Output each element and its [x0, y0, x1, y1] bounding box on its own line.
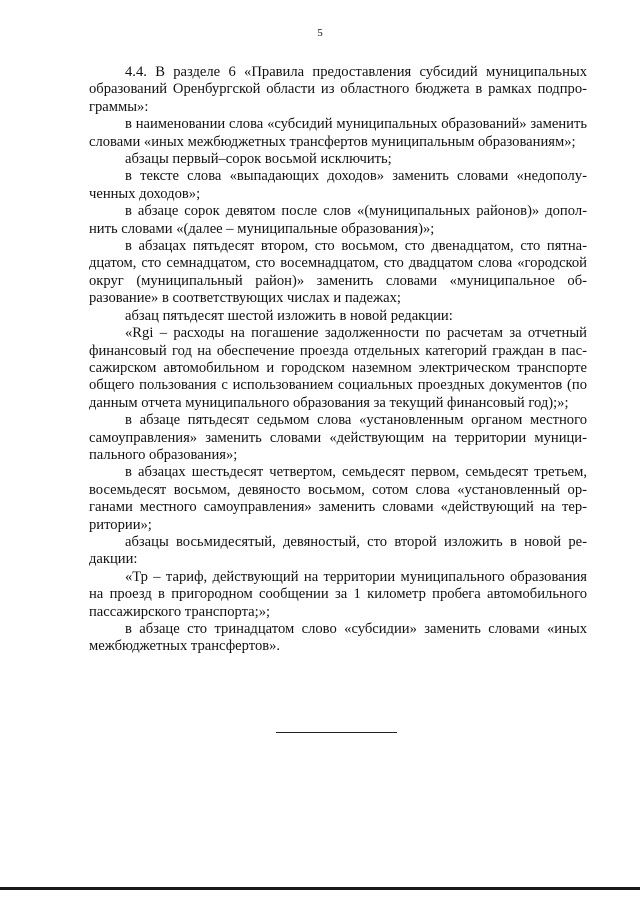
- paragraph-57-replacement: в абзаце пятьдесят седьмом слова «установленным органом местного самоуправления» заменить словами «действующим на территории муниципального образования»;: [89, 412, 587, 463]
- paragraph-52-replacement: в абзацах пятьдесят втором, сто восьмом, сто двенадцатом, сто пятнадцатом, сто семнадцатом, сто восемнадцатом, сто двадцатом слова «городской округ (муниципальный район)» заменить словами «муниципальное образование» в соответствующих числах и падежах;: [89, 238, 587, 307]
- paragraph-section-4-4: 4.4. В разделе 6 «Правила предоставления субсидий муниципальных образований Оренбургской области из областного бюджета в рамках подпрограммы»:: [89, 64, 587, 115]
- paragraph-49-addition: в абзаце сорок девятом после слов «(муниципальных районов)» дополнить словами «(далее – муниципальные образования)»;: [89, 203, 587, 237]
- paragraph-tp-definition: «Тр – тариф, действующий на территории муниципального образования на проезд в пригородном сообщении за 1 километр пробега автомобильного пассажирского транспорта;»;: [89, 568, 587, 620]
- scan-bottom-edge: [0, 887, 640, 890]
- page-number: 5: [317, 27, 323, 39]
- paragraph-56-new-edition: абзац пятьдесят шестой изложить в новой редакции:: [125, 307, 453, 324]
- end-separator-line: [276, 732, 397, 733]
- paragraph-exclusion: абзацы первый–сорок восьмой исключить;: [125, 151, 392, 168]
- paragraph-64-replacement: в абзацах шестьдесят четвертом, семьдесят первом, семьдесят третьем, восемьдесят восьмом, девяносто восьмом, сотом слова «установленный органами местного самоуправления» заменить словами «действующий на территории»;: [89, 464, 587, 533]
- paragraph-text-replacement: в тексте слова «выпадающих доходов» заменить словами «недополученных доходов»;: [89, 168, 587, 202]
- paragraph-title-change: в наименовании слова «субсидий муниципальных образований» заменить словами «иных межбюджетных трансфертов муниципальным образованиям»;: [89, 116, 587, 150]
- paragraph-rgi-definition: «Rgi – расходы на погашение задолженности по расчетам за отчетный финансовый год на обеспечение проезда отдельных категорий граждан в пассажирском автомобильном и городском наземном электрическом транспорте общего пользования с использованием социальных проездных документов (по данным отчета муниципального образования за текущий финансовый год);»;: [89, 325, 587, 411]
- paragraph-80-new-edition: абзацы восьмидесятый, девяностый, сто второй изложить в новой редакции:: [89, 533, 587, 568]
- document-body: [89, 64, 587, 656]
- paragraph-113-replacement: в абзаце сто тринадцатом слово «субсидии» заменить словами «иных межбюджетных трансфертов».: [89, 621, 587, 655]
